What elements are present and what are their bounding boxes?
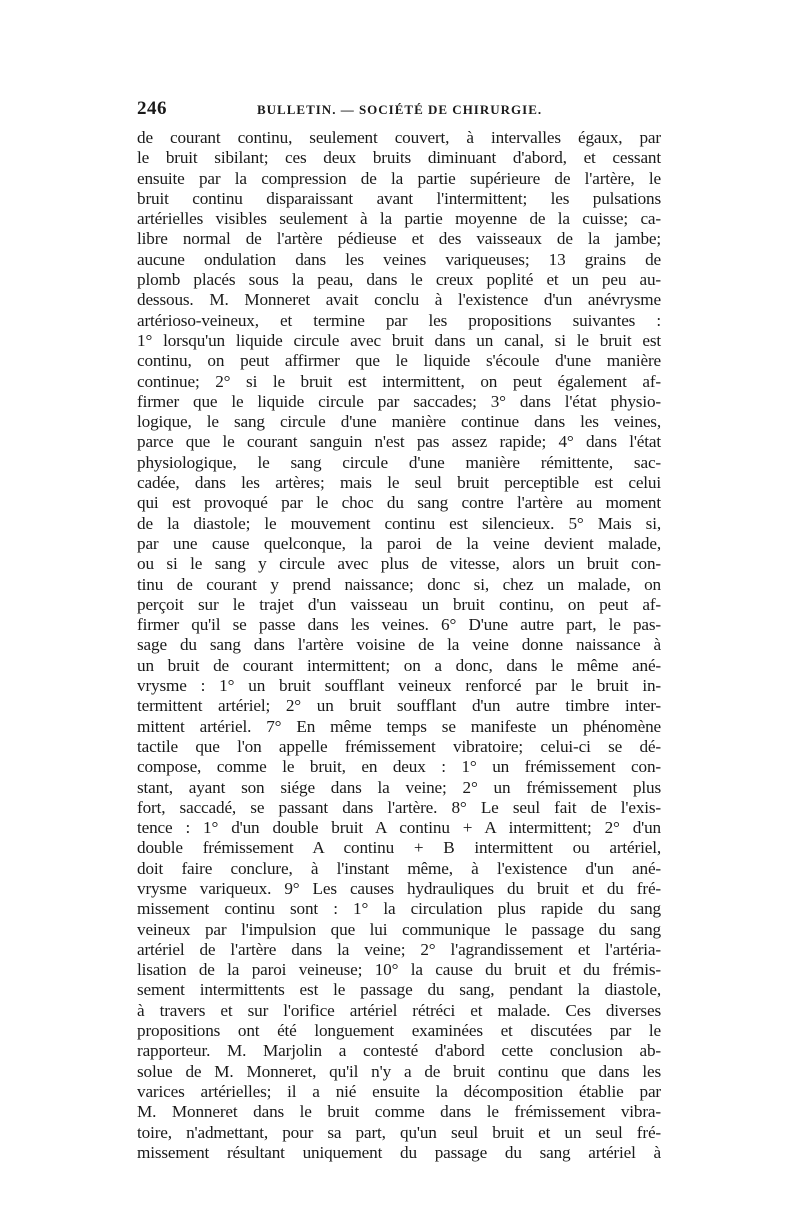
page-number: 246 xyxy=(137,98,167,119)
text-line: missement continu sont : 1° la circulation plus rapide du sang xyxy=(137,899,661,919)
text-line: physiologique, le sang circule d'une manière rémittente, sac- xyxy=(137,452,661,472)
text-line: bruit continu disparaissant avant l'intermittent; les pulsations xyxy=(137,188,661,208)
text-line: ensuite par la compression de la partie supérieure de l'artère, le xyxy=(137,168,661,188)
text-line: dessous. M. Monneret avait conclu à l'existence d'un anévrysme xyxy=(137,290,661,310)
text-line: par une cause quelconque, la paroi de la veine devient malade, xyxy=(137,533,661,553)
page-header xyxy=(137,98,661,122)
text-line: sage du sang dans l'artère voisine de la veine donne naissance à xyxy=(137,635,661,655)
text-line: double frémissement A continu + B intermittent ou artériel, xyxy=(137,838,661,858)
text-line: tence : 1° d'un double bruit A continu + A intermittent; 2° d'un xyxy=(137,818,661,838)
text-line: un bruit de courant intermittent; on a donc, dans le même ané- xyxy=(137,655,661,675)
text-line: à travers et sur l'orifice artériel rétréci et malade. Ces diverses xyxy=(137,1000,661,1020)
text-line: cadée, dans les artères; mais le seul bruit perceptible est celui xyxy=(137,473,661,493)
text-line: lisation de la paroi veineuse; 10° la cause du bruit et du frémis- xyxy=(137,960,661,980)
text-line: sement intermittents est le passage du sang, pendant la diastole, xyxy=(137,980,661,1000)
text-line: parce que le courant sanguin n'est pas assez rapide; 4° dans l'état xyxy=(137,432,661,452)
text-line: veineux par l'impulsion que lui communique le passage du sang xyxy=(137,919,661,939)
text-line: plomb placés sous la peau, dans le creux poplité et un peu au- xyxy=(137,270,661,290)
text-line: 1° lorsqu'un liquide circule avec bruit dans un canal, si le bruit est xyxy=(137,330,661,350)
text-line: propositions ont été longuement examinées et discutées par le xyxy=(137,1021,661,1041)
body-text xyxy=(137,128,661,1163)
text-line: mittent artériel. 7° En même temps se manifeste un phénomène xyxy=(137,716,661,736)
text-line: artérioso-veineux, et termine par les propositions suivantes : xyxy=(137,310,661,330)
text-line: aucune ondulation dans les veines variqueuses; 13 grains de xyxy=(137,249,661,269)
text-line: fort, saccadé, se passant dans l'artère. 8° Le seul fait de l'exis- xyxy=(137,797,661,817)
text-line: continue; 2° si le bruit est intermittent, on peut également af- xyxy=(137,371,661,391)
text-line: qui est provoqué par le choc du sang contre l'artère au moment xyxy=(137,493,661,513)
text-line: stant, ayant son siége dans la veine; 2° un frémissement plus xyxy=(137,777,661,797)
text-line: vrysme : 1° un bruit soufflant veineux renforcé par le bruit in- xyxy=(137,676,661,696)
book-page xyxy=(137,98,661,1163)
text-line: vrysme variqueux. 9° Les causes hydrauliques du bruit et du fré- xyxy=(137,878,661,898)
text-line: artérielles visibles seulement à la partie moyenne de la cuisse; ca- xyxy=(137,209,661,229)
text-line: solue de M. Monneret, qu'il n'y a de bruit continu que dans les xyxy=(137,1061,661,1081)
text-line: le bruit sibilant; ces deux bruits diminuant d'abord, et cessant xyxy=(137,148,661,168)
text-line: firmer qu'il se passe dans les veines. 6° D'une autre part, le pas- xyxy=(137,615,661,635)
text-line: logique, le sang circule d'une manière continue dans les veines, xyxy=(137,412,661,432)
text-line: de la diastole; le mouvement continu est silencieux. 5° Mais si, xyxy=(137,513,661,533)
text-line: M. Monneret dans le bruit comme dans le frémissement vibra- xyxy=(137,1102,661,1122)
text-line: tactile que l'on appelle frémissement vibratoire; celui-ci se dé- xyxy=(137,736,661,756)
text-line: ou si le sang y circule avec plus de vitesse, alors un bruit con- xyxy=(137,554,661,574)
text-line: varices artérielles; il a nié ensuite la décomposition établie par xyxy=(137,1081,661,1101)
text-line: missement résultant uniquement du passage du sang artériel à xyxy=(137,1142,661,1162)
running-head: BULLETIN. — SOCIÉTÉ DE CHIRURGIE. xyxy=(257,102,543,117)
text-line: tinu de courant y prend naissance; donc si, chez un malade, on xyxy=(137,574,661,594)
text-line: de courant continu, seulement couvert, à intervalles égaux, par xyxy=(137,128,661,147)
text-line: compose, comme le bruit, en deux : 1° un frémissement con- xyxy=(137,757,661,777)
text-line: termittent artériel; 2° un bruit soufflant d'un autre timbre inter- xyxy=(137,696,661,716)
text-line: toire, n'admettant, pour sa part, qu'un seul bruit et un seul fré- xyxy=(137,1122,661,1142)
text-line: perçoit sur le trajet d'un vaisseau un bruit continu, on peut af- xyxy=(137,594,661,614)
text-line: doit faire conclure, à l'instant même, à l'existence d'un ané- xyxy=(137,858,661,878)
text-line: artériel de l'artère dans la veine; 2° l'agrandissement et l'artéria- xyxy=(137,939,661,959)
text-line: libre normal de l'artère pédieuse et des vaisseaux de la jambe; xyxy=(137,229,661,249)
text-line: continu, on peut affirmer que le liquide s'écoule d'une manière xyxy=(137,351,661,371)
text-line: rapporteur. M. Marjolin a contesté d'abord cette conclusion ab- xyxy=(137,1041,661,1061)
text-line: firmer que le liquide circule par saccades; 3° dans l'état physio- xyxy=(137,391,661,411)
